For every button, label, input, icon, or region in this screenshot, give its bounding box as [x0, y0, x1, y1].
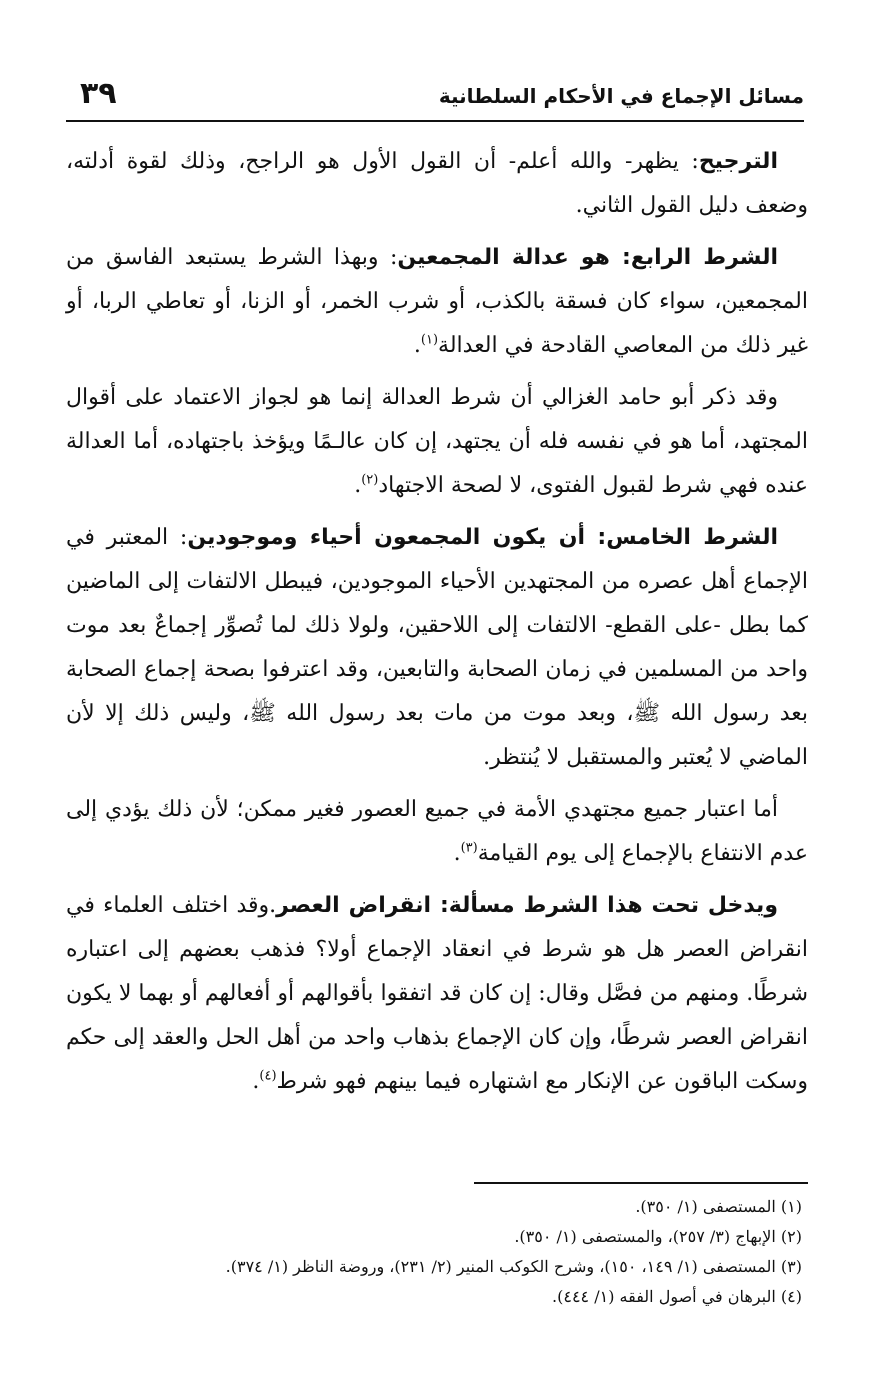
footnote-item: (٢) الإبهاج (٣/ ٢٥٧)، والمستصفى (١/ ٣٥٠). — [514, 1227, 802, 1246]
footnote-ref[interactable]: (١) — [420, 332, 439, 348]
paragraph-tarjih — [66, 140, 808, 228]
paragraph-text: : وبهذا الشرط يستبعد الفاسق من المجمعين، سواء كان فسقة بالكذب، أو شرب الخمر، أو الزنا، أو تعاطي الربا، أو غير ذلك من المعاصي القادحة في العدالة — [66, 245, 808, 358]
paragraph-fourth-condition: الشرط الرابع: هو عدالة المجمعين: وبهذا الشرط يستبعد الفاسق من المجمعين، سواء كان فسقة بالكذب، أو شرب الخمر، أو الزنا، أو تعاطي الربا، أو غير ذلك من المعاصي القادحة في العدالة$^{(١)}$. — [66, 245, 808, 358]
paragraph-end-of-era: ويدخل تحت هذا الشرط مسألة: انقراض العصر.وقد اختلف العلماء في انقراض العصر هل هو شرط في انعقاد الإجماع أولا؟ فذهب بعضهم إلى اعتباره شرطًا. ومنهم من فصَّل وقال: إن كان قد اتفقوا بأقوالهم أو أفعالهم أو بهما لا يكون انقراض العصر شرطًا، وإن كان الإجماع بذهاب واحد من أهل الحل والعقد إلى حكم وسكت الباقون عن الإنكار مع اشتهاره فيما بينهم فهو شرط$^{(٤)}$. — [66, 893, 808, 1094]
paragraph-text: .وقد اختلف العلماء في انقراض العصر هل هو شرط في انعقاد الإجماع أولا؟ فذهب بعضهم إلى اعتباره شرطًا. ومنهم من فصَّل وقال: إن كان قد اتفقوا بأقوالهم أو أفعالهم أو بهما لا يكون انقراض العصر شرطًا، وإن كان الإجماع بذهاب واحد من أهل الحل والعقد إلى حكم وسكت الباقون عن الإنكار مع اشتهاره فيما بينهم فهو شرط — [66, 893, 808, 1094]
paragraph-text: وقد ذكر أبو حامد الغزالي أن شرط العدالة إنما هو لجواز الاعتماد على أقوال المجتهد، أما هو في نفسه فله أن يجتهد، إن كان عالـمًا ويؤخذ باجتهاده، أما العدالة عنده فهي شرط لقبول الفتوى، لا لصحة الاجتهاد — [66, 385, 808, 498]
paragraph-lead: ويدخل تحت هذا الشرط مسألة: انقراض العصر — [276, 893, 778, 918]
paragraph-lead: الترجيح — [698, 149, 778, 174]
paragraph-text: أما اعتبار جميع مجتهدي الأمة في جميع العصور فغير ممكن؛ لأن ذلك يؤدي إلى عدم الانتفاع بالإجماع إلى يوم القيامة — [66, 797, 808, 866]
running-title: مسائل الإجماع في الأحكام السلطانية — [438, 84, 804, 108]
footnote-ref[interactable]: (٣) — [460, 840, 478, 856]
paragraph-text: : يظهر- والله أعلم- أن القول الأول هو الراجح، وذلك لقوة أدلته، وضعف دليل القول الثاني. — [66, 149, 808, 218]
paragraph-lead: الشرط الخامس: أن يكون المجمعون أحياء وموجودين — [187, 525, 778, 550]
paragraph-all-mujtahids: أما اعتبار جميع مجتهدي الأمة في جميع العصور فغير ممكن؛ لأن ذلك يؤدي إلى عدم الانتفاع بالإجماع إلى يوم القيامة$^{(٣)}$. — [66, 797, 808, 866]
paragraph-text: : المعتبر في الإجماع أهل عصره من المجتهدين الأحياء الموجودين، فيبطل الالتفات إلى الماضين كما بطل -على القطع- الالتفات إلى اللاحقين، ولولا ذلك لما تُصوِّر إجماعٌ بعد موت واحد من المسلمين في زمان الصحابة والتابعين، وقد اعترفوا بصحة إجماع الصحابة بعد رسول الله ﷺ، وبعد موت من مات بعد رسول الله ﷺ، وليس ذلك إلا لأن الماضي لا يُعتبر والمستقبل لا يُنتظر. — [66, 525, 808, 770]
footnotes — [66, 1192, 808, 1312]
footnote-item: (١) المستصفى (١/ ٣٥٠). — [635, 1197, 802, 1216]
paragraph-lead: الشرط الرابع: هو عدالة المجمعين — [397, 245, 778, 270]
footnote-ref[interactable]: (٤) — [259, 1068, 277, 1084]
paragraph-fifth-condition — [66, 516, 808, 780]
page-header — [66, 76, 804, 122]
footnote-ref[interactable]: (٢) — [361, 472, 379, 488]
page-number: ٣٩ — [80, 76, 117, 111]
footnote-item: (٣) المستصفى (١/ ١٤٩، ١٥٠)، وشرح الكوكب المنير (٢/ ٢٣١)، وروضة الناظر (١/ ٣٧٤). — [225, 1257, 802, 1276]
main-text — [66, 140, 808, 1112]
footnote-divider — [474, 1182, 808, 1184]
footnote-item: (٤) البرهان في أصول الفقه (١/ ٤٤٤). — [552, 1287, 802, 1306]
paragraph-ghazali: وقد ذكر أبو حامد الغزالي أن شرط العدالة إنما هو لجواز الاعتماد على أقوال المجتهد، أما هو في نفسه فله أن يجتهد، إن كان عالـمًا ويؤخذ باجتهاده، أما العدالة عنده فهي شرط لقبول الفتوى، لا لصحة الاجتهاد$^{(٢)}$. — [66, 385, 808, 498]
